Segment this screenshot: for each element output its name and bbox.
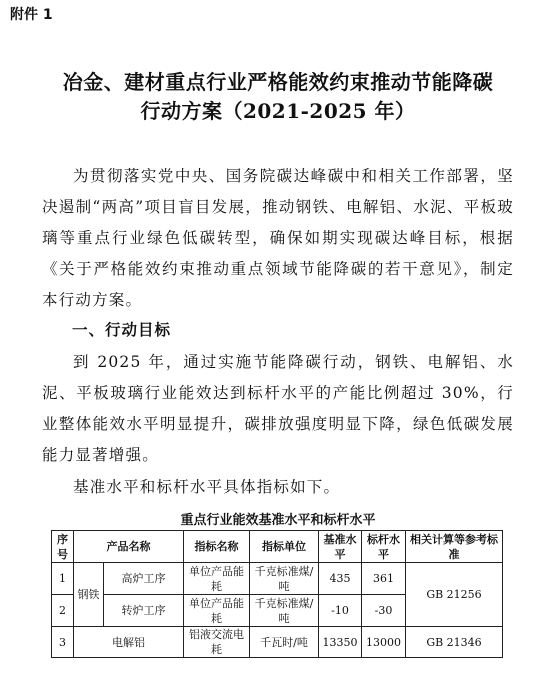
cell-seq: 1 xyxy=(52,563,74,595)
cell-product: 转炉工序 xyxy=(104,595,184,627)
cell-product: 高炉工序 xyxy=(104,563,184,595)
cell-product: 电解铝 xyxy=(74,627,184,658)
header-bench: 标杆水平 xyxy=(362,531,406,563)
intro-paragraph: 为贯彻落实党中央、国务院碳达峰碳中和相关工作部署，坚决遏制“两高”项目盲目发展，推动钢铁、电解铝、水泥、平板玻璃等重点行业绿色低碳转型，确保如期实现碳达峰目标，根据《关于严格能效约束推动重点领域节能降碳的若干意见》，制定本行动方案。 xyxy=(42,167,514,309)
table-header-row xyxy=(52,531,503,563)
cell-unit: 千克标准煤/吨 xyxy=(250,563,319,595)
energy-efficiency-table xyxy=(51,530,503,658)
cell-base: 13350 xyxy=(319,627,362,658)
attachment-label: 附件 1 xyxy=(10,7,53,23)
cell-unit: 千瓦时/吨 xyxy=(250,627,319,658)
cell-bench: -30 xyxy=(362,595,406,627)
cell-group: 钢铁 xyxy=(74,563,104,627)
cell-bench: 361 xyxy=(362,563,406,595)
header-base: 基准水平 xyxy=(319,531,362,563)
section-heading: 一、行动目标 xyxy=(72,321,172,339)
cell-indicator: 单位产品能耗 xyxy=(184,595,250,627)
cell-indicator: 铝液交流电耗 xyxy=(184,627,250,658)
header-product: 产品名称 xyxy=(74,531,184,563)
header-seq: 序号 xyxy=(52,531,74,563)
cell-indicator: 单位产品能耗 xyxy=(184,563,250,595)
table-row xyxy=(52,627,503,658)
cell-base: 435 xyxy=(319,563,362,595)
cell-base: -10 xyxy=(319,595,362,627)
document-title-line-2: 行动方案（2021-2025 年） xyxy=(140,99,416,123)
cell-seq: 3 xyxy=(52,627,74,658)
document-title-line-1: 冶金、建材重点行业严格能效约束推动节能降碳 xyxy=(62,70,494,94)
table-title: 重点行业能效基准水平和标杆水平 xyxy=(180,513,376,528)
header-ref: 相关计算等参考标准 xyxy=(406,531,503,563)
header-indicator: 指标名称 xyxy=(184,531,250,563)
cell-ref: GB 21256 xyxy=(406,563,503,627)
cell-bench: 13000 xyxy=(362,627,406,658)
cell-seq: 2 xyxy=(52,595,74,627)
header-unit: 指标单位 xyxy=(250,531,319,563)
indicator-intro-paragraph: 基准水平和标杆水平具体指标如下。 xyxy=(73,478,341,496)
cell-ref: GB 21346 xyxy=(406,627,503,658)
cell-unit: 千克标准煤/吨 xyxy=(250,595,319,627)
table-row xyxy=(52,563,503,595)
goal-paragraph: 到 2025 年，通过实施节能降碳行动，钢铁、电解铝、水泥、平板玻璃行业能效达到标杆水平的产能比例超过 30%，行业整体能效水平明显提升，碳排放强度明显下降，绿色低碳发展能力显著增强。 xyxy=(42,353,514,464)
